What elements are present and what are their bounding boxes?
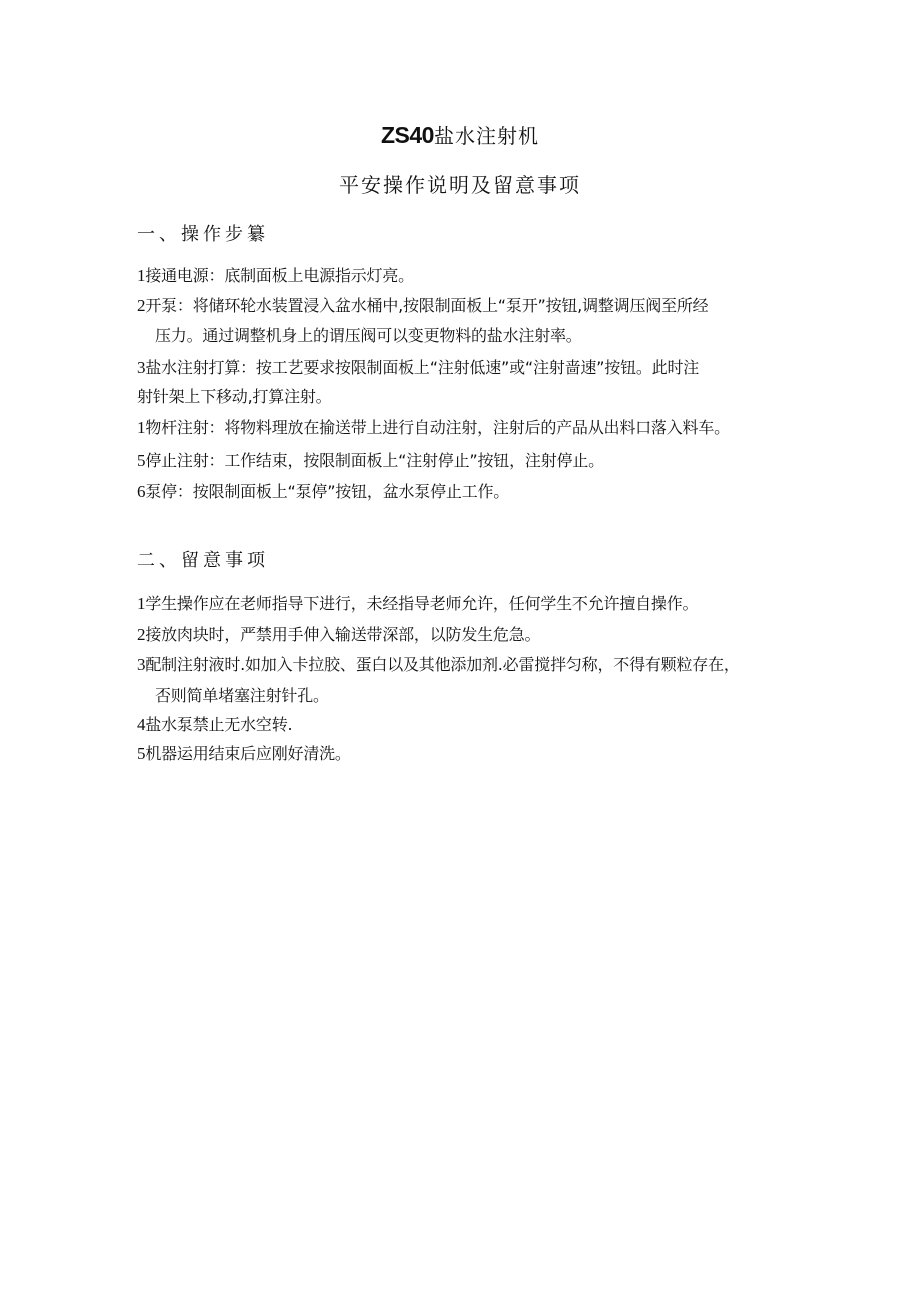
precaution-text: 配制注射液时.如加入卡拉胶、蛋白以及其他添加剂.必雷搅拌匀称，不得有颗粒存在，: [145, 655, 740, 674]
precaution-line: [137, 623, 540, 647]
document-title: [0, 120, 920, 152]
precaution-text: 学生操作应在老师指导下进行，未经指导老师允许，任何学生不允许擅自操作。: [145, 594, 699, 613]
precaution-line: [137, 742, 351, 766]
step-text: 射针架上下移动,打算注射。: [137, 387, 332, 406]
step-number: 6: [137, 482, 146, 501]
precaution-number: 1: [137, 594, 146, 613]
precaution-number: 3: [137, 655, 146, 674]
step-line: [137, 294, 708, 318]
section-heading-operation-steps: 一、操作步纂: [137, 224, 269, 245]
step-text: 盐水注射打算：按工艺要求按限制面板上“注射低速”或“注射啬速”按钮。此时注: [145, 358, 700, 377]
precaution-line: [137, 713, 292, 737]
precaution-text: 否则简单堵塞注射针孔。: [155, 686, 329, 705]
step-line: [137, 480, 509, 504]
step-text: 泵停：按限制面板上“泵停”按钮，盆水泵停止工作。: [145, 482, 510, 501]
precaution-text: 盐水泵禁止无水空转.: [145, 715, 293, 734]
step-line-continuation: [155, 324, 582, 348]
title-name: 盐水注射机: [433, 124, 539, 148]
step-number: 3: [137, 358, 146, 377]
step-line: [137, 416, 730, 440]
precaution-line: [137, 592, 698, 616]
title-model: ZS40: [381, 122, 434, 148]
step-text: 接通电源：底制面板上电源指示灯亮。: [145, 266, 414, 285]
document-subtitle: 平安操作说明及留意事项: [339, 173, 581, 197]
step-text: 物杆注射：将物料理放在揄送带上进行自动注射，注射后的产品从出料口落入料车。: [145, 418, 730, 437]
step-line-continuation: [137, 385, 332, 409]
precaution-line: [137, 653, 740, 677]
step-text: 压力。通过调整机身上的谓压阀可以变更物料的盐水注射率。: [155, 326, 582, 345]
step-line: [137, 356, 699, 380]
step-number: 5: [137, 451, 146, 470]
step-text: 停止注射：工作结束，按限制面板上“注射停止”按钮，注射停止。: [145, 451, 604, 470]
step-number: 1: [137, 418, 146, 437]
precaution-number: 5: [137, 744, 146, 763]
step-line: [137, 264, 414, 288]
precaution-line-continuation: [155, 684, 329, 708]
precaution-number: 2: [137, 625, 146, 644]
step-line: [137, 449, 604, 473]
precaution-number: 4: [137, 715, 146, 734]
step-text: 开泵：将储环轮水装置浸入盆水桶中,按限制面板上“泵开”按钮,调整调压阀至所经: [145, 296, 709, 315]
precaution-text: 机器运用结束后应刚好清洗。: [145, 744, 351, 763]
step-number: 1: [137, 266, 146, 285]
step-number: 2: [137, 296, 146, 315]
section-heading-precautions: 二、留意事项: [137, 550, 269, 571]
precaution-text: 接放肉块时，严禁用手伸入输送带深部，以防发生危急。: [145, 625, 541, 644]
